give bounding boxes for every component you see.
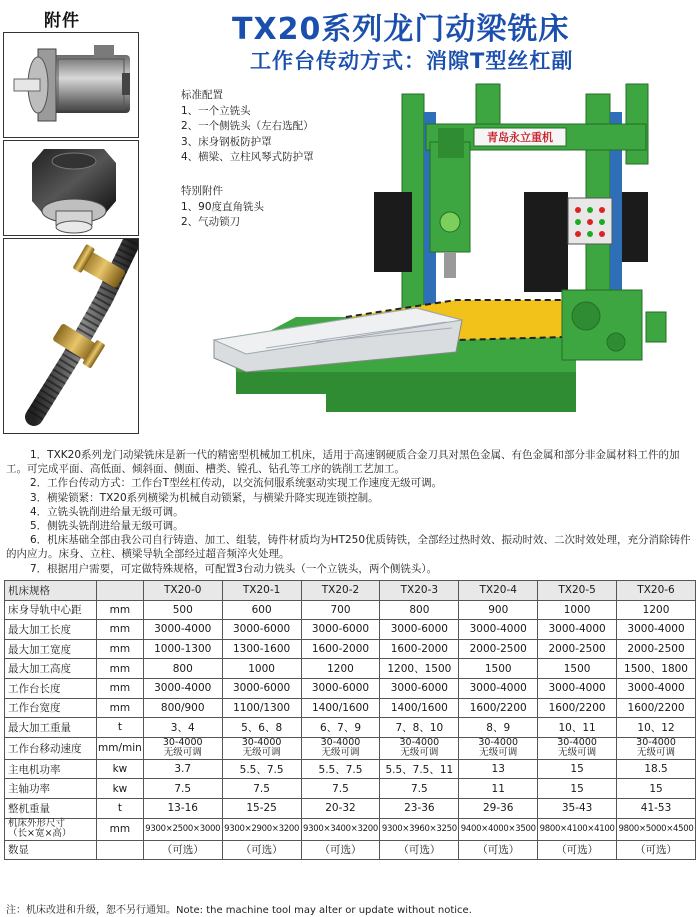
spec-table-cell: 3000-4000 [459,620,538,640]
spec-table-cell: （可选） [143,840,222,860]
spec-table-cell: （可选） [222,840,301,860]
spec-table-cell: 最大加工重量 [5,718,97,738]
standard-config-item: 1、一个立铣头 [181,104,251,117]
spec-table-row [5,737,696,759]
standard-config-title: 标准配置 [181,89,223,101]
spec-table-cell [5,818,97,840]
spec-table-cell: 5.5、7.5 [222,759,301,779]
spec-table-cell: 1200 [617,600,696,620]
spec-table-cell: 9400×4000×3500 [459,818,538,840]
spec-table-cell: 900 [459,600,538,620]
spec-table-cell: 3.7 [143,759,222,779]
spec-table-cell [380,737,459,759]
spec-table-cell-line: 无级可调 [479,747,518,759]
spec-table-header [5,581,696,601]
spec-table-cell-line: 30-4000 [557,737,597,749]
spec-table-cell: kw [97,759,144,779]
spec-table-cell: mm [97,659,144,679]
spec-table-row [5,698,696,718]
spec-table-cell: 9800×5000×4500 [617,818,696,840]
spec-table-cell: 2000-2500 [617,639,696,659]
spec-table-cell [459,737,538,759]
spec-table-cell: （可选） [617,840,696,860]
spec-table-row [5,620,696,640]
spec-table-cell: 主电机功率 [5,759,97,779]
spec-table-cell: 15 [538,759,617,779]
spec-table-cell: 3000-6000 [222,678,301,698]
spec-table-cell: 1500 [538,659,617,679]
spec-table-cell-line: 无级可调 [321,747,360,759]
spec-table-cell: 9300×2900×3200 [222,818,301,840]
spec-table-cell: 2000-2500 [459,639,538,659]
spec-table-cell: 最大加工高度 [5,659,97,679]
page-title: TX20系列龙门动梁铣床 [232,12,570,47]
spec-table-cell: 主轴功率 [5,779,97,799]
special-accessories-title: 特别附件 [181,185,223,197]
spec-table-cell: 1200、1500 [380,659,459,679]
standard-config-item: 4、横梁、立柱风琴式防护罩 [181,151,314,164]
spec-table-cell: 29-36 [459,798,538,818]
spec-table-cell: 整机重量 [5,798,97,818]
spec-table-cell: 1500、1800 [617,659,696,679]
spec-table-cell: 3000-4000 [617,620,696,640]
spec-table-cell: mm [97,678,144,698]
spec-table-cell: 3000-4000 [538,678,617,698]
spec-table-cell: t [97,718,144,738]
spec-table-cell: 1000 [222,659,301,679]
spec-table-cell: （可选） [301,840,380,860]
spec-table-cell: 20-32 [301,798,380,818]
standard-config-item: 3、床身钢板防护罩 [181,135,272,148]
spec-table-cell: 3000-6000 [380,620,459,640]
spec-table-cell-line: 无级可调 [400,747,439,759]
spec-table-cell: mm [97,600,144,620]
footnote: 注：机床改进和升级，恕不另行通知。Note: the machine tool may alter or update without notice. [6,905,472,916]
spec-table-cell: 7.5 [301,779,380,799]
spec-table-cell: 3000-4000 [538,620,617,640]
spec-table-cell: 3000-6000 [380,678,459,698]
spec-table-cell-line: 30-4000 [399,737,440,749]
spec-table-cell [222,737,301,759]
spec-table-cell-line: 30-4000 [320,737,361,749]
spec-table-row [5,759,696,779]
spec-table-cell [143,737,222,759]
page-subtitle: 工作台传动方式：消隙T型丝杠副 [250,49,574,73]
spec-table-cell: 1600/2200 [617,698,696,718]
spec-table-row [5,798,696,818]
spec-table-cell: 3000-6000 [301,678,380,698]
description-paragraph: 1．TXK20系列龙门动梁铣床是新一代的精密型机械加工机床，适用于高速钢硬质合金刀具对黑色金属、有色金属和部分非金属材料工件的加工。可完成平面、高低面、倾斜面、侧面、槽类、镗孔、钻孔等工序的铣削工艺加工。 [6,449,680,476]
spec-table-cell: mm [97,620,144,640]
spec-table-cell: 1400/1600 [301,698,380,718]
spec-table-header-cell: 机床规格 [5,581,97,601]
spec-table-cell: 2000-2500 [538,639,617,659]
spec-table-cell: 11 [459,779,538,799]
spec-table-header-cell: TX20-1 [222,581,301,601]
spec-table-cell-line: 无级可调 [637,747,676,759]
spec-table-cell: 3000-4000 [617,678,696,698]
spec-table-cell: 最大加工长度 [5,620,97,640]
spec-table-cell: 1000 [538,600,617,620]
accessory-ball-screw [3,238,139,434]
spec-table-cell: 35-43 [538,798,617,818]
spec-table-cell-line: 机床外形尺寸 [8,818,66,830]
description-paragraph: 5．侧铣头铣削进给量无级可调。 [30,520,184,533]
spec-table-cell: 5、6、8 [222,718,301,738]
spec-table-cell: 1600/2200 [459,698,538,718]
spec-table-cell: 8、9 [459,718,538,738]
spec-table-cell: 5.5、7.5、11 [380,759,459,779]
spec-table-cell [617,737,696,759]
ball-screw-icon [4,239,139,434]
spec-table-cell: 800 [143,659,222,679]
spec-table-cell: 1500 [459,659,538,679]
spec-table-cell: （可选） [380,840,459,860]
spec-table-cell-line: 30-4000 [636,737,676,749]
spec-table [4,580,696,860]
spec-table-cell: 13 [459,759,538,779]
spec-table-cell: 9800×4100×4100 [538,818,617,840]
spec-table-cell-line: 无级可调 [242,747,281,759]
spec-table-row [5,718,696,738]
spec-table-cell: 600 [222,600,301,620]
spec-table-cell: 3000-6000 [222,620,301,640]
spec-table-cell-line: 30-4000 [478,737,519,749]
spec-table-cell: 800 [380,600,459,620]
spec-table-cell: mm [97,698,144,718]
spec-table-cell: 7.5 [380,779,459,799]
standard-config [181,88,314,166]
spec-table-cell-line: 30-4000 [241,737,282,749]
spec-table-row [5,659,696,679]
spec-table-cell: 700 [301,600,380,620]
spec-table-cell-line: （长×宽×高） [8,828,72,840]
spec-table-cell: 床身导轨中心距 [5,600,97,620]
special-accessories [181,184,264,231]
spec-table-cell: 7.5 [143,779,222,799]
spec-table-row [5,818,696,840]
spec-table-header-cell: TX20-3 [380,581,459,601]
spec-table-cell: 工作台宽度 [5,698,97,718]
spec-table-cell: 7.5 [222,779,301,799]
spec-table-row [5,678,696,698]
spec-table-cell: 18.5 [617,759,696,779]
spec-table-cell: 最大加工宽度 [5,639,97,659]
spec-table-cell: （可选） [459,840,538,860]
spec-table-header-cell: TX20-2 [301,581,380,601]
description-paragraph: 2．工作台传动方式：工作台T型丝杠传动，以交流伺服系统驱动实现工作速度无级可调。 [30,477,443,490]
spec-table-cell [538,737,617,759]
spec-table-cell: 500 [143,600,222,620]
spec-table-cell: 3000-4000 [143,620,222,640]
spec-table-header-cell: TX20-5 [538,581,617,601]
spec-table-cell: 15 [538,779,617,799]
spec-table-cell: 13-16 [143,798,222,818]
spec-table-cell-line: 无级可调 [558,747,597,759]
gear-reducer-icon [4,141,139,236]
spec-table-cell: 1400/1600 [380,698,459,718]
standard-config-item: 2、一个侧铣头（左右选配） [181,120,314,133]
accessory-servo-motor [3,32,139,138]
spec-table-cell: 工作台长度 [5,678,97,698]
spec-table-cell: 9300×2500×3000 [143,818,222,840]
spec-table-cell: mm [97,818,144,840]
spec-table-cell: 15-25 [222,798,301,818]
spec-table-cell-line: 无级可调 [163,747,202,759]
spec-table-cell: 3000-6000 [301,620,380,640]
spec-table-cell: t [97,798,144,818]
spec-table-row [5,600,696,620]
spec-table-cell: 1600-2000 [301,639,380,659]
spec-table-header-cell [97,581,144,601]
spec-table-cell: 9300×3960×3250 [380,818,459,840]
servo-motor-icon [4,33,139,138]
spec-table-cell: 1100/1300 [222,698,301,718]
spec-table-cell: 1600/2200 [538,698,617,718]
spec-table-cell: 1200 [301,659,380,679]
description-paragraph: 7．根据用户需要，可定做特殊规格，可配置3台动力铣头（一个立铣头，两个侧铣头）。 [30,562,438,575]
spec-table-header-cell: TX20-4 [459,581,538,601]
spec-table-cell: 10、11 [538,718,617,738]
spec-table-cell: 7、8、10 [380,718,459,738]
spec-table-cell-line: 30-4000 [162,737,203,749]
spec-table-cell: 41-53 [617,798,696,818]
spec-table-cell: 3000-4000 [143,678,222,698]
spec-table-cell: 1300-1600 [222,639,301,659]
spec-table-cell [301,737,380,759]
spec-table-row [5,840,696,860]
description [6,448,696,576]
spec-table-cell: 5.5、7.5 [301,759,380,779]
spec-table-cell: 1600-2000 [380,639,459,659]
spec-table-cell: 1000-1300 [143,639,222,659]
machine-brand-label: 青岛永立重机 [487,131,553,144]
spec-table-row [5,779,696,799]
spec-table-cell: kw [97,779,144,799]
accessory-gear-reducer [3,140,139,236]
special-accessories-item: 1、90度直角铣头 [181,200,265,213]
spec-table-cell: 3、4 [143,718,222,738]
spec-table-cell: 6、7、9 [301,718,380,738]
spec-table-cell: 工作台移动速度 [5,737,97,759]
description-paragraph: 6．机床基础全部由我公司自行铸造、加工、组装，铸件材质均为HT250优质铸铁，全部经过热时效、振动时效、二次时效处理，充分消除铸件的内应力。床身、立柱、横梁导轨全部经过超音频淬火处理。 [6,534,691,561]
spec-table-cell: 800/900 [143,698,222,718]
spec-table-cell: 15 [617,779,696,799]
spec-table-cell [97,840,144,860]
spec-table-cell: 数显 [5,840,97,860]
spec-table-cell: （可选） [538,840,617,860]
spec-table-cell: 23-36 [380,798,459,818]
spec-table-cell: 9300×3400×3200 [301,818,380,840]
description-paragraph: 3．横梁锁紧：TX20系列横梁为机械自动锁紧，与横梁升降实现连锁控制。 [30,491,379,504]
spec-table-row [5,639,696,659]
spec-table-header-cell: TX20-0 [143,581,222,601]
spec-table-cell: 3000-4000 [459,678,538,698]
description-paragraph: 4．立铣头铣削进给量无级可调。 [30,505,184,518]
spec-table-header-cell: TX20-6 [617,581,696,601]
special-accessories-item: 2、气动锁刀 [181,216,241,229]
accessories-title: 附件 [44,11,80,31]
spec-table-cell: 10、12 [617,718,696,738]
spec-table-cell: mm/min [97,737,144,759]
spec-table-cell: mm [97,639,144,659]
